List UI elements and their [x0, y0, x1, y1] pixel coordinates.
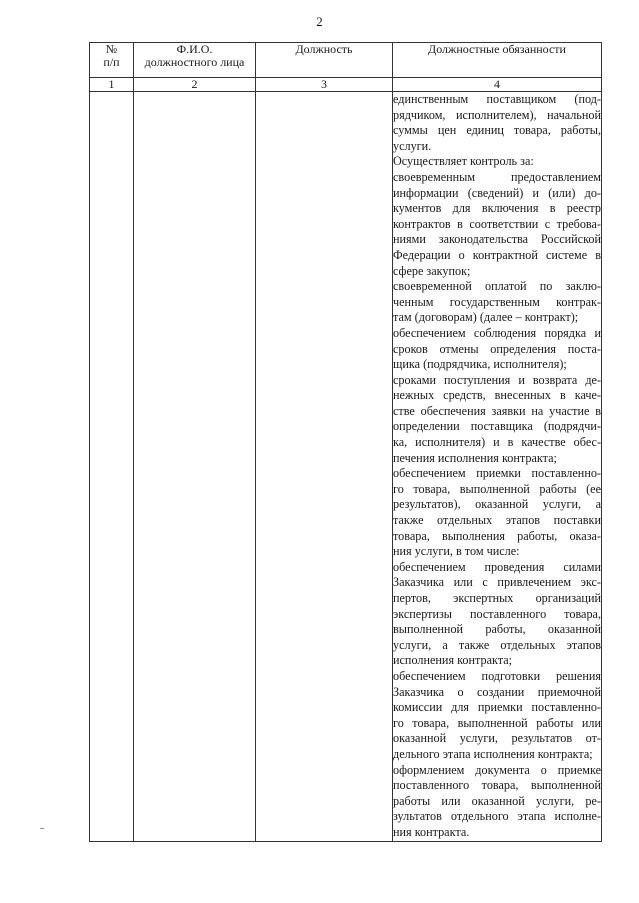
duty-line: экспертизы поставленного товара,	[393, 606, 601, 621]
table-row	[90, 92, 602, 842]
duty-line: Заказчика о создании приемочной	[393, 684, 601, 699]
duty-line: щика (подрядчика, исполнителя);	[393, 357, 567, 372]
header-full-name-line1: Ф.И.О.	[176, 42, 213, 56]
duty-line: исполнения контракта;	[393, 653, 513, 668]
duty-line: обеспечением соблюдения порядка и	[393, 325, 601, 340]
margin-mark	[40, 828, 44, 829]
cell-position-empty	[256, 92, 393, 842]
column-number-1: 1	[90, 78, 134, 92]
duty-line: Заказчика или с привлечением экс-	[393, 575, 601, 590]
duty-line: ка, исполнителя) и в качестве обес-	[393, 435, 601, 450]
duty-line: зультатов отдельного этапа исполне-	[393, 809, 601, 824]
duty-line: оформлением документа о приемке	[393, 762, 601, 777]
duty-line: услуги.	[393, 138, 432, 153]
column-number-4: 4	[393, 78, 602, 92]
duty-line: поставленного товара, выполненной	[393, 778, 601, 793]
duty-line: сфере закупок;	[393, 263, 471, 278]
table-header-row	[90, 43, 602, 78]
duty-line: рядчиком, исполнителем), начальной	[393, 107, 601, 122]
duty-line: го товара, выполненной работы или	[393, 715, 601, 730]
header-position-label: Должность	[295, 42, 353, 56]
duty-line: своевременной оплатой по заклю-	[393, 279, 601, 294]
duty-line: Осуществляет контроль за:	[393, 154, 534, 169]
duty-line: суммы цен единиц товара, работы,	[393, 123, 601, 138]
duty-line: ния услуги, в том числе:	[393, 544, 520, 559]
duty-line: ниями законодательства Российской	[393, 232, 601, 247]
column-number-row	[90, 78, 602, 92]
duty-line: своевременным предоставлением	[393, 169, 601, 184]
header-full-name-line2: должностного лица	[144, 55, 245, 69]
page-number: 2	[316, 14, 323, 29]
duty-line: информации (сведений) и (или) до-	[393, 185, 601, 200]
duty-line: го товара, выполненной работы (ее	[393, 481, 601, 496]
duty-line: оказанной услуги, результатов от-	[393, 731, 601, 746]
cell-number-empty	[90, 92, 134, 842]
header-number-line2: п/п	[103, 55, 120, 69]
duty-line: нежных средств, внесенных в каче-	[393, 388, 601, 403]
duty-line: Федерации о контрактной системе в	[393, 247, 601, 262]
duty-line: стве обеспечения заявки на участие в	[393, 403, 601, 418]
header-number-line1: №	[105, 42, 118, 56]
header-full-name	[134, 43, 256, 78]
duty-line: обеспечением приемки поставленно-	[393, 466, 601, 481]
duty-line: результатов), оказанной услуги, а	[393, 497, 601, 512]
duty-line: работы или оказанной услуги, ре-	[393, 793, 601, 808]
duty-line: обеспечением подготовки решения	[393, 668, 601, 683]
duty-line: товара, выполнения работы, оказа-	[393, 528, 601, 543]
duties-table	[89, 42, 602, 842]
duty-line: сроков отмены определения поста-	[393, 341, 601, 356]
duty-line: ния контракта.	[393, 824, 470, 839]
duty-line: определении поставщика (подрядчи-	[393, 419, 601, 434]
duty-line: услуги, а также отдельных этапов	[393, 637, 601, 652]
duty-line: контрактов в соответствии с требова-	[393, 216, 601, 231]
column-number-3: 3	[256, 78, 393, 92]
column-number-2: 2	[134, 78, 256, 92]
duty-line: там (договорам) (далее – контракт);	[393, 310, 579, 325]
header-duties-label: Должностные обязанности	[428, 42, 566, 56]
header-duties	[393, 43, 602, 78]
duty-line: также отдельных этапов поставки	[393, 513, 601, 528]
header-position	[256, 43, 393, 78]
duty-line: выполненной работы, оказанной	[393, 622, 601, 637]
duty-line: ченным государственным контрак-	[393, 294, 601, 309]
duty-line: пертов, экспертных организаций	[393, 591, 601, 605]
duty-line: дельного этапа исполнения контракта;	[393, 746, 593, 761]
duty-line: сроками поступления и возврата де-	[393, 372, 601, 387]
duty-line: комиссии для приемки поставленно-	[393, 700, 601, 715]
duty-line: кументов для включения в реестр	[393, 201, 601, 216]
cell-duties-text	[393, 92, 602, 842]
duty-line: единственным поставщиком (под-	[393, 92, 601, 106]
cell-full-name-empty	[134, 92, 256, 842]
header-number	[90, 43, 134, 78]
duty-line: обеспечением проведения силами	[393, 559, 601, 574]
duty-line: печения исполнения контракта;	[393, 450, 557, 465]
